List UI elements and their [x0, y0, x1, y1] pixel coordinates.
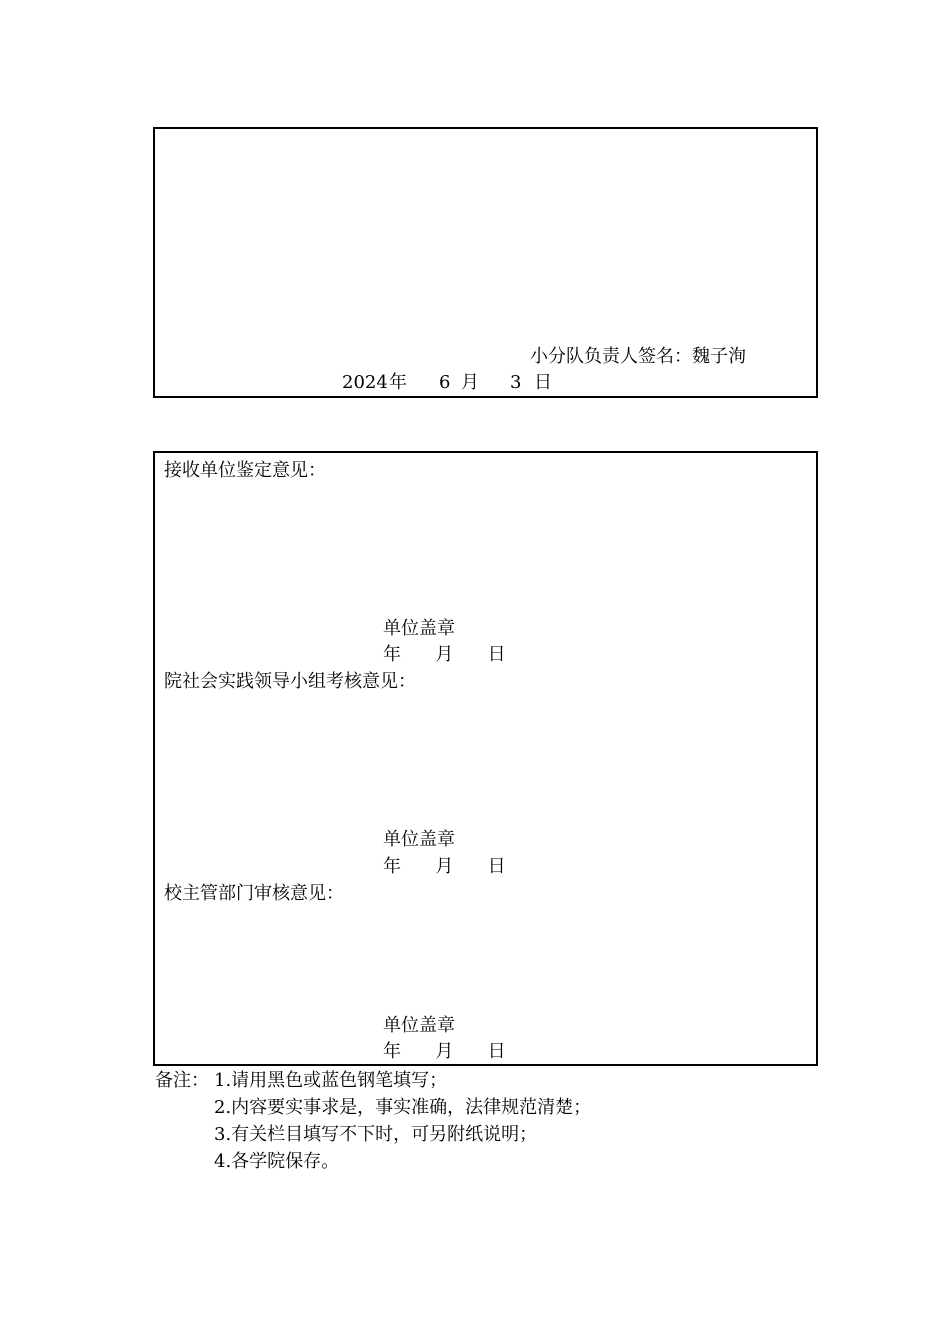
- seal-label: 单位盖章: [383, 618, 455, 639]
- date-year: 2024: [342, 372, 388, 393]
- date-month: 6: [439, 372, 451, 393]
- review-box: [153, 451, 818, 1066]
- seal-label: 单位盖章: [383, 829, 455, 850]
- date-day-unit: 日: [534, 372, 552, 393]
- section-title: 院社会实践领导小组考核意见：: [164, 671, 416, 692]
- note-item: 2.内容要实事求是，事实准确，法律规范清楚；: [214, 1097, 592, 1118]
- section-title: 接收单位鉴定意见：: [164, 460, 326, 481]
- note-item: 1.请用黑色或蓝色钢笔填写；: [214, 1070, 448, 1091]
- seal-label: 单位盖章: [383, 1015, 455, 1036]
- note-item: 4.各学院保存。: [214, 1151, 340, 1172]
- team-leader-signature: 小分队负责人签名：魏子洵: [530, 346, 746, 367]
- date-line: 年 月 日: [383, 856, 506, 877]
- section-title: 校主管部门审核意见：: [164, 883, 344, 904]
- date-day: 3: [510, 372, 522, 393]
- notes-label: 备注：: [155, 1070, 209, 1091]
- date-year-unit: 年: [389, 372, 407, 393]
- date-month-unit: 月: [461, 372, 479, 393]
- date-line: 年 月 日: [383, 1041, 506, 1062]
- note-item: 3.有关栏目填写不下时，可另附纸说明；: [214, 1124, 538, 1145]
- date-line: 年 月 日: [383, 644, 506, 665]
